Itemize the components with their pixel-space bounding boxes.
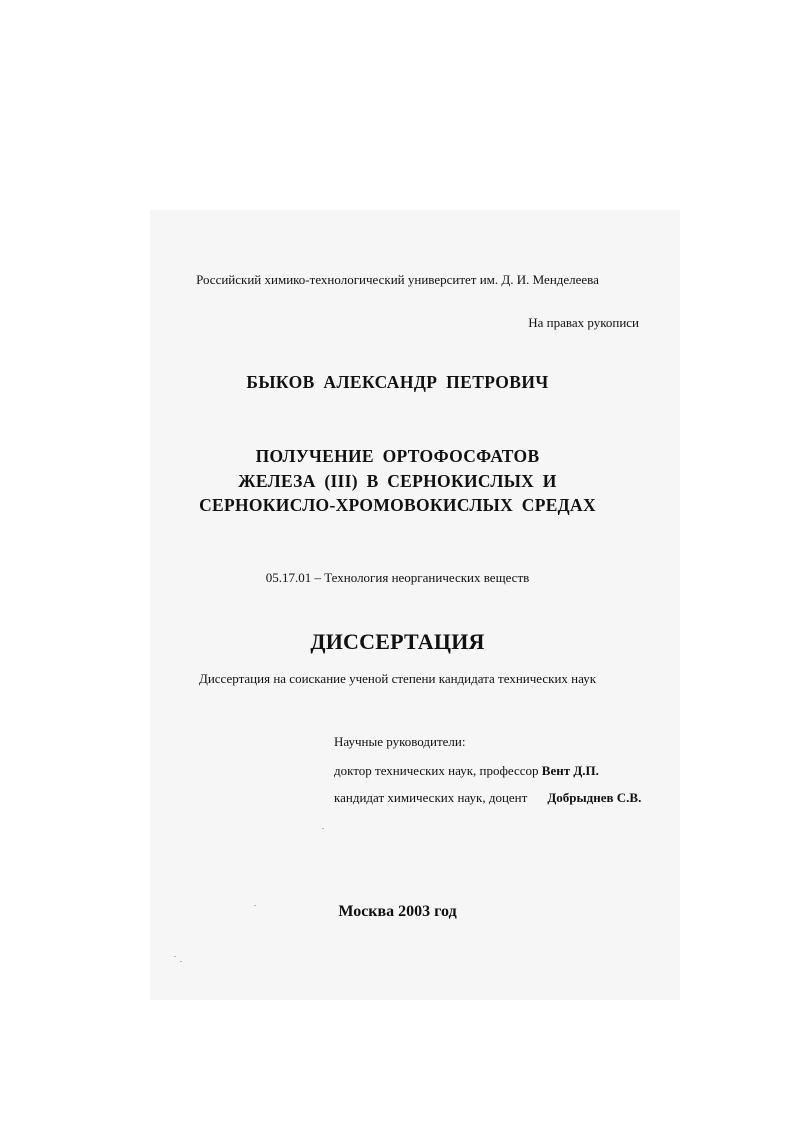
- scan-speck: [254, 905, 256, 906]
- title-line-2: ЖЕЛЕЗА (III) В СЕРНОКИСЛЫХ И: [238, 470, 557, 491]
- city-and-year: Москва 2003 год: [338, 903, 457, 920]
- supervisor-1-name: Вент Д.П.: [541, 763, 599, 778]
- title-line-3: СЕРНОКИСЛО-ХРОМОВОКИСЛЫХ СРЕДАХ: [199, 495, 596, 515]
- manuscript-rights-note: На правах рукописи: [528, 315, 639, 330]
- scan-speck: [180, 961, 182, 962]
- supervisor-1-role: доктор технических наук, профессор: [334, 763, 539, 778]
- specialty-code: 05.17.01 – Технология неорганических веществ: [265, 570, 530, 585]
- supervisor-2-name: Добрыднев С.В.: [547, 790, 642, 805]
- scan-speck: [174, 956, 176, 957]
- degree-statement: Диссертация на соискание ученой степени кандидата технических наук: [198, 671, 597, 686]
- document-type: ДИССЕРТАЦИЯ: [310, 629, 485, 654]
- dissertation-title: [0, 444, 795, 518]
- supervisor-2: [334, 790, 641, 806]
- title-line-1: ПОЛУЧЕНИЕ ОРТОФОСФАТОВ: [255, 446, 540, 466]
- supervisor-2-role: кандидат химических наук, доцент: [334, 790, 528, 805]
- scan-speck: [322, 828, 324, 829]
- supervisor-1: [334, 763, 599, 779]
- supervisors-heading: Научные руководители:: [334, 734, 466, 749]
- author-name: БЫКОВ АЛЕКСАНДР ПЕТРОВИЧ: [246, 372, 549, 392]
- university-name: Российский химико-технологический университет им. Д. И. Менделеева: [196, 272, 599, 287]
